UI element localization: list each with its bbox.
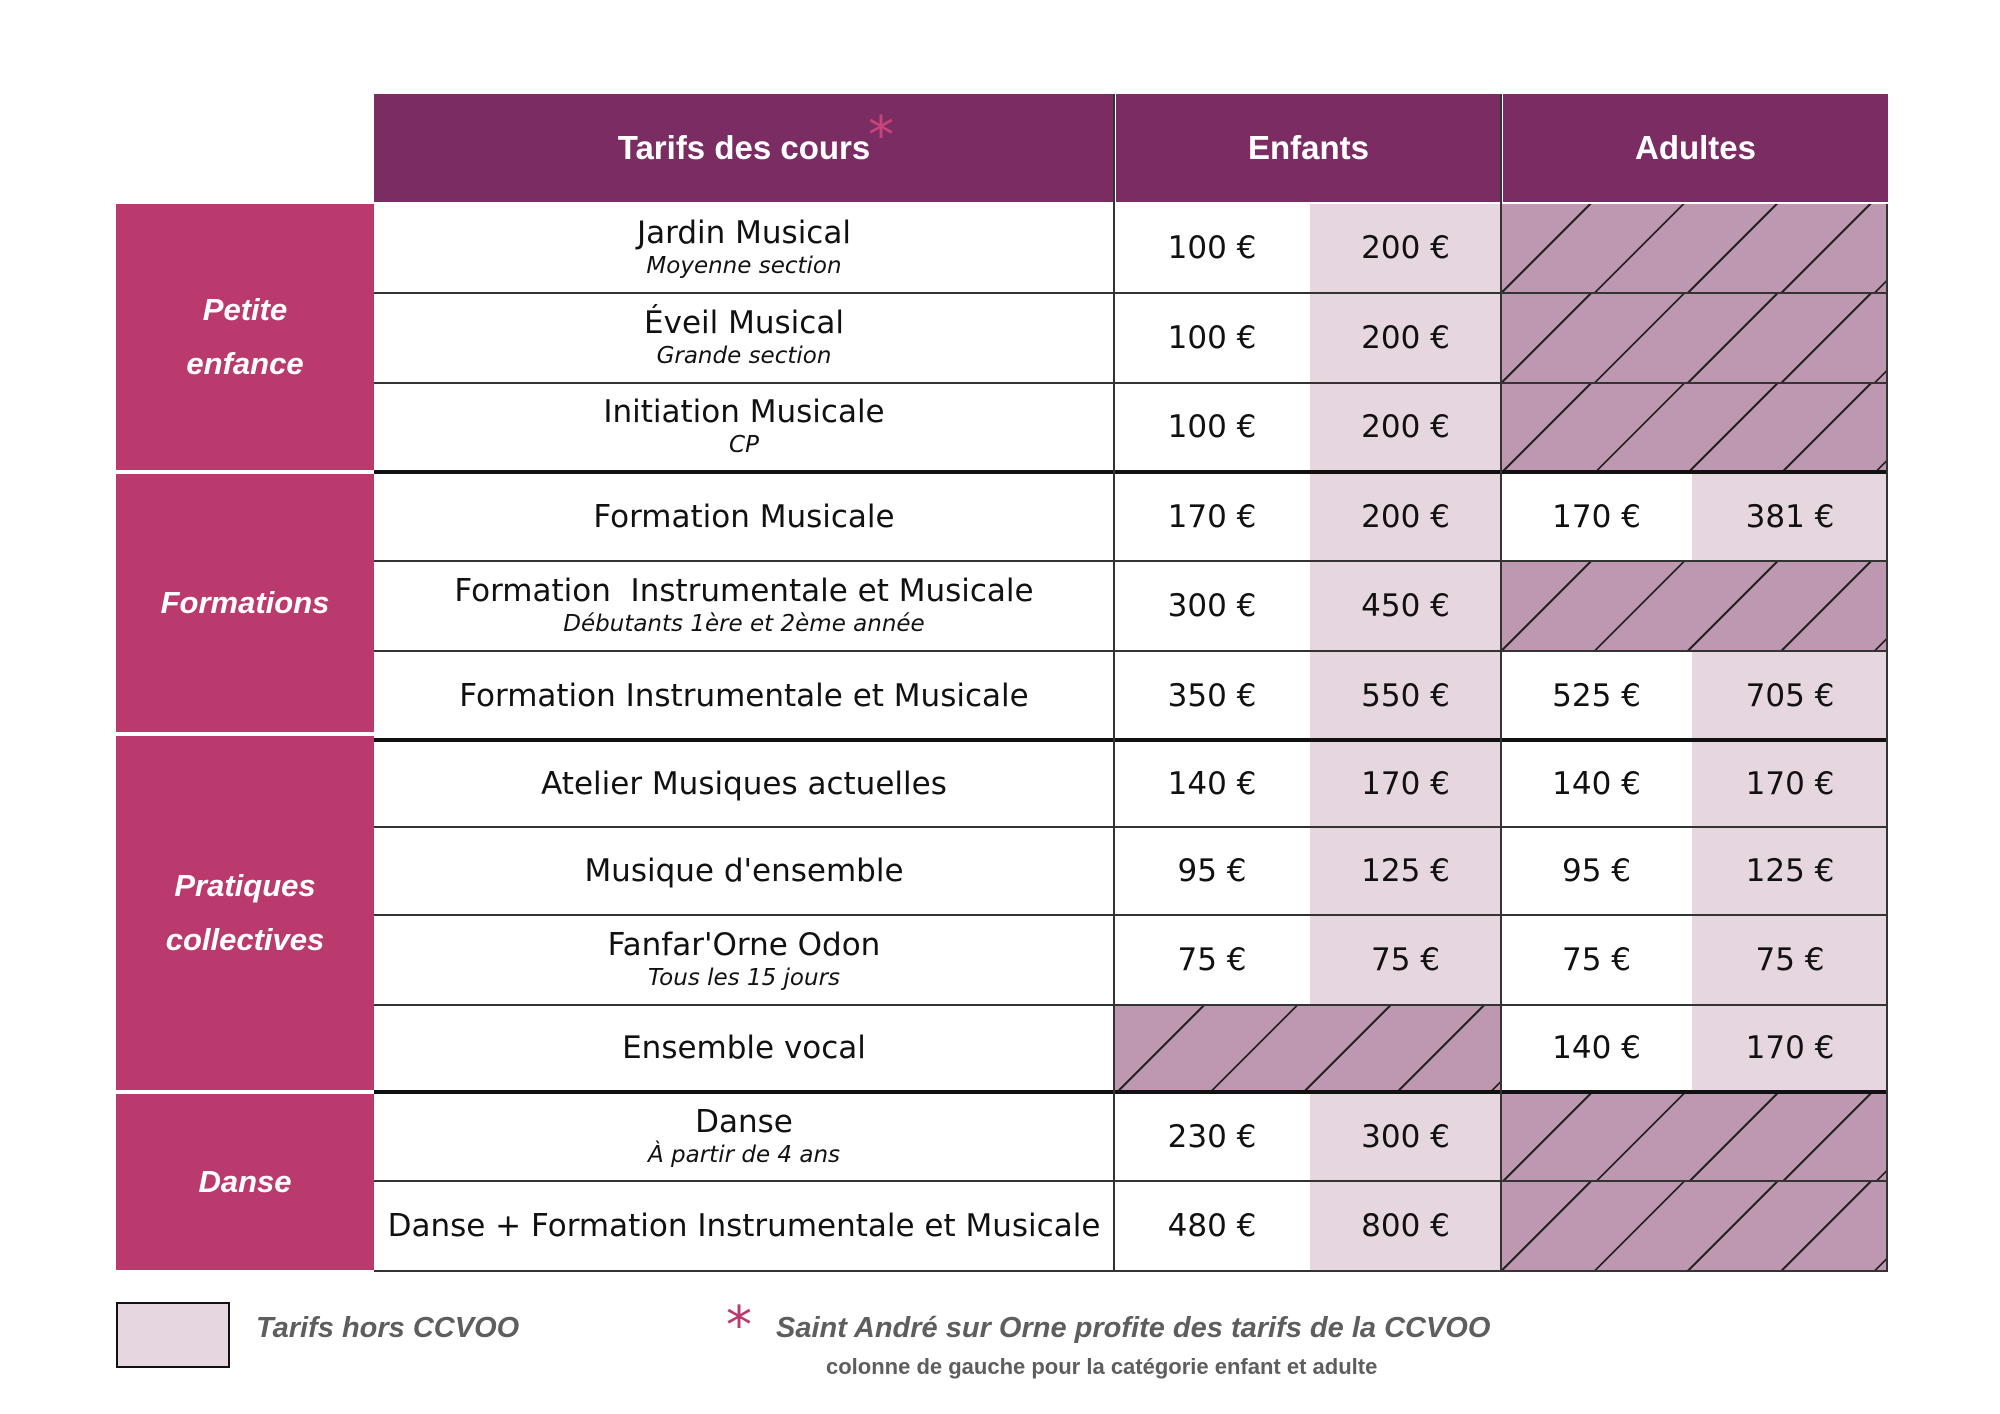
legend-label: Tarifs hors CCVOO <box>256 1312 520 1344</box>
note-asterisk: * <box>726 1296 752 1356</box>
adultes-price: 170 € <box>1552 499 1641 535</box>
course-name: Initiation Musicale <box>603 394 885 430</box>
header-enfants-cell <box>1116 94 1501 202</box>
table-row-ensemble-vocal <box>374 1006 1888 1090</box>
adultes-unavailable <box>1501 204 1888 292</box>
enfants-price: 300 € <box>1167 588 1257 624</box>
course-cell <box>374 204 1114 292</box>
adultes-unavailable <box>1501 294 1888 382</box>
course-name: Formation Musicale <box>593 499 895 535</box>
header-enfants-label: Enfants <box>1247 129 1369 166</box>
enfants-price-hors-ccvoo: 800 € <box>1310 1182 1501 1270</box>
table-row-formation-musicale <box>374 474 1888 560</box>
course-name: Formation Instrumentale et Musicale <box>459 678 1029 714</box>
table-row-initiation-musicale <box>374 384 1888 470</box>
enfants-price: 75 € <box>1177 942 1247 978</box>
course-name: Musique d'ensemble <box>584 853 904 889</box>
course-cell <box>374 294 1114 382</box>
header-courses-cell <box>374 94 1114 202</box>
adultes-price: 75 € <box>1561 942 1632 978</box>
table-row-musique-d-ensemble <box>374 828 1888 914</box>
adultes-price: 525 € <box>1552 678 1641 714</box>
section-divider <box>374 470 1888 474</box>
course-cell <box>374 1182 1114 1270</box>
course-subtitle: Débutants 1ère et 2ème année <box>563 611 925 637</box>
course-name: Atelier Musiques actuelles <box>541 766 947 802</box>
legend-swatch-hors-ccvoo <box>116 1302 230 1368</box>
enfants-unavailable <box>1114 1006 1501 1090</box>
category-danse: Danse <box>116 1094 374 1270</box>
adultes-price-hors-ccvoo: 705 € <box>1692 652 1888 740</box>
course-cell <box>374 1006 1114 1090</box>
course-subtitle: Moyenne section <box>646 253 842 279</box>
enfants-price-hors-ccvoo: 200 € <box>1310 474 1501 560</box>
row-divider <box>374 826 1888 828</box>
table-row-jardin-musical <box>374 204 1888 292</box>
row-divider <box>374 914 1888 916</box>
enfants-price-hors-ccvoo: 450 € <box>1310 562 1501 650</box>
column-divider <box>1500 94 1502 1272</box>
table-bottom-border <box>374 1270 1888 1272</box>
enfants-price: 480 € <box>1167 1208 1257 1244</box>
note-sub-text: colonne de gauche pour la catégorie enfant et adulte <box>826 1354 1378 1379</box>
enfants-price-hors-ccvoo: 125 € <box>1310 828 1501 914</box>
enfants-price: 95 € <box>1177 853 1247 889</box>
row-divider <box>374 650 1888 652</box>
adultes-price-hors-ccvoo: 170 € <box>1692 742 1888 826</box>
course-subtitle: Tous les 15 jours <box>647 965 841 991</box>
enfants-price-hors-ccvoo: 200 € <box>1310 204 1501 292</box>
enfants-price-hors-ccvoo: 300 € <box>1310 1094 1501 1180</box>
enfants-price: 350 € <box>1167 678 1257 714</box>
column-divider <box>1113 94 1115 1272</box>
course-name: Jardin Musical <box>637 215 851 251</box>
enfants-price-hors-ccvoo: 550 € <box>1310 652 1501 740</box>
header-asterisk: * <box>868 106 894 166</box>
course-name: Ensemble vocal <box>622 1030 866 1066</box>
course-cell <box>374 742 1114 826</box>
row-divider <box>374 1180 1888 1182</box>
enfants-price-hors-ccvoo: 200 € <box>1310 294 1501 382</box>
enfants-price: 100 € <box>1167 320 1257 356</box>
adultes-price-hors-ccvoo: 75 € <box>1692 916 1888 1004</box>
table-right-border <box>1886 204 1888 1272</box>
enfants-price-hors-ccvoo: 75 € <box>1310 916 1501 1004</box>
course-cell <box>374 384 1114 470</box>
note-main-text: Saint André sur Orne profite des tarifs de la CCVOO <box>776 1312 1491 1344</box>
enfants-price: 140 € <box>1167 766 1257 802</box>
course-cell <box>374 652 1114 740</box>
section-divider <box>374 738 1888 742</box>
course-name: Éveil Musical <box>644 305 844 341</box>
enfants-price-hors-ccvoo: 170 € <box>1310 742 1501 826</box>
course-subtitle: CP <box>729 432 759 458</box>
course-name: Formation Instrumentale et Musicale <box>454 573 1034 609</box>
course-cell <box>374 1094 1114 1180</box>
course-cell <box>374 562 1114 650</box>
course-cell <box>374 828 1114 914</box>
row-divider <box>374 1004 1888 1006</box>
section-divider <box>374 1090 1888 1094</box>
course-name: Danse <box>695 1104 793 1140</box>
table-row-danse <box>374 1094 1888 1180</box>
category-formations: Formations <box>116 474 374 732</box>
table-row-eveil-musical <box>374 294 1888 382</box>
course-subtitle: À partir de 4 ans <box>647 1142 841 1168</box>
course-cell <box>374 474 1114 560</box>
adultes-price: 140 € <box>1552 1030 1641 1066</box>
adultes-unavailable <box>1501 1182 1888 1270</box>
adultes-unavailable <box>1501 384 1888 470</box>
enfants-price: 170 € <box>1167 499 1257 535</box>
enfants-price-hors-ccvoo: 200 € <box>1310 384 1501 470</box>
course-name: Danse + Formation Instrumentale et Musicale <box>387 1208 1101 1244</box>
course-subtitle: Grande section <box>656 343 832 369</box>
adultes-unavailable <box>1501 1094 1888 1180</box>
table-row-formation-instrumentale <box>374 652 1888 740</box>
enfants-price: 100 € <box>1167 409 1257 445</box>
row-divider <box>374 292 1888 294</box>
course-cell <box>374 916 1114 1004</box>
adultes-price: 95 € <box>1561 853 1632 889</box>
adultes-unavailable <box>1501 562 1888 650</box>
row-divider <box>374 560 1888 562</box>
header-courses-label: Tarifs des cours <box>617 129 871 166</box>
category-petite-enfance: Petite enfance <box>116 204 374 470</box>
adultes-price-hors-ccvoo: 381 € <box>1692 474 1888 560</box>
adultes-price: 140 € <box>1552 766 1641 802</box>
header-adultes-label: Adultes <box>1634 129 1756 166</box>
course-name: Fanfar'Orne Odon <box>607 927 881 963</box>
table-row-formation-instrumentale-debutants <box>374 562 1888 650</box>
row-divider <box>374 382 1888 384</box>
category-pratiques-collectives: Pratiques collectives <box>116 736 374 1090</box>
adultes-price-hors-ccvoo: 170 € <box>1692 1006 1888 1090</box>
enfants-price: 100 € <box>1167 230 1257 266</box>
header-adultes-cell <box>1503 94 1888 202</box>
enfants-price: 230 € <box>1167 1119 1257 1155</box>
adultes-price-hors-ccvoo: 125 € <box>1692 828 1888 914</box>
table-row-danse-formation <box>374 1182 1888 1270</box>
table-row-fanfar-orne-odon <box>374 916 1888 1004</box>
table-row-atelier-musiques-actuelles <box>374 742 1888 826</box>
